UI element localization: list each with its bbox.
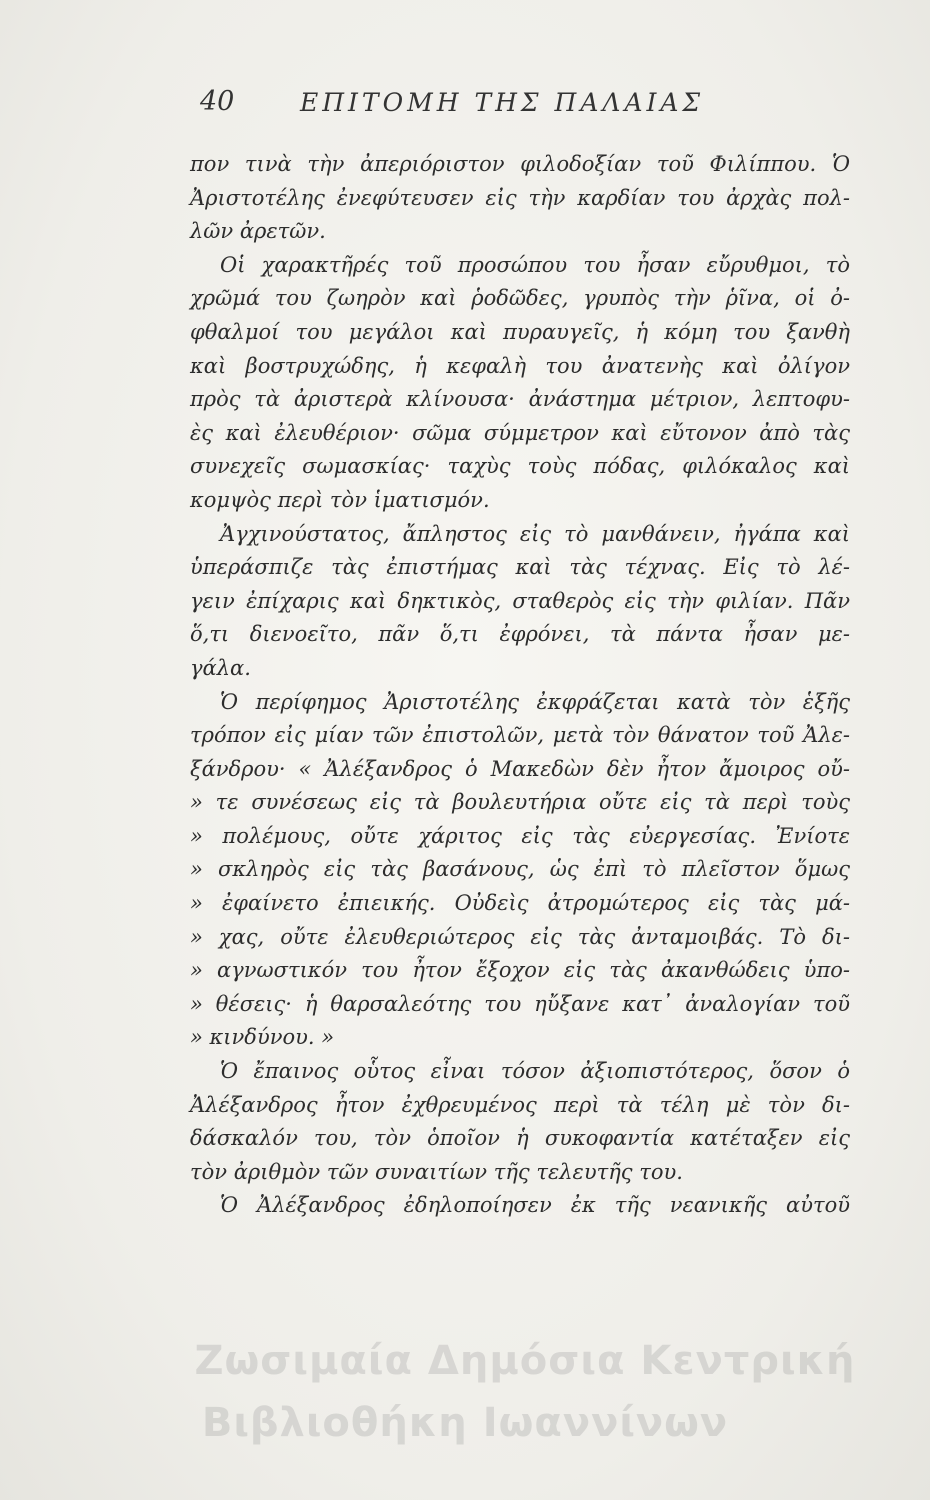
text-line: λῶν ἀρετῶν. [190,219,326,244]
text-line: ὲς καὶ ἐλευθέριον· σῶμα σύμμετρον καὶ εὔτονον ἀπὸ τὰς [190,420,850,445]
text-line: Ἀγχινούστατος, ἄπληστος εἰς τὸ μανθάνειν, ἠγάπα καὶ [220,521,850,546]
text-line: Ὁ ἔπαινος οὗτος εἶναι τόσον ἀξιοπιστότερος, ὅσον ὁ [220,1059,850,1084]
text-line: χρῶμά του ζωηρὸν καὶ ῥοδῶδες, γρυπὸς τὴν ῥῖνα, οἱ ὀ- [190,286,850,311]
text-line: ὑπεράσπιζε τὰς ἐπιστήμας καὶ τὰς τέχνας. Εἰς τὸ λέ- [190,555,850,580]
page-number: 40 [200,86,235,117]
text-line: φθαλμοί του μεγάλοι καὶ πυραυγεῖς, ἡ κόμη του ξανθὴ [190,319,850,344]
quote-line: » αγνωστικόν του ἦτον ἔξοχον εἰς τὰς ἀκανθώδεις ὑπο- [190,958,850,983]
text-line: Ὁ περίφημος Ἀριστοτέλης ἐκφράζεται κατὰ τὸν ἑξῆς [220,689,850,714]
text-line: ξάνδρου· « Ἀλέξανδρος ὁ Μακεδὼν δὲν ἦτον ἄμοιρος οὔ- [190,756,850,781]
quote-line: » χας, οὔτε ἐλευθεριώτερος εἰς τὰς ἀνταμοιβάς. Τὸ δι- [190,924,850,949]
text-line: πρὸς τὰ ἀριστερὰ κλίνουσα· ἀνάστημα μέτριον, λεπτοφυ- [190,387,850,412]
text-line: καὶ βοστρυχώδης, ἡ κεφαλὴ του ἀνατενὴς καὶ ὀλίγον [190,353,850,378]
text-line: ὅ,τι διενοεῖτο, πᾶν ὅ,τι ἐφρόνει, τὰ πάντα ἦσαν με- [190,622,850,647]
quote-line: » σκληρὸς εἰς τὰς βασάνους, ὡς ἐπὶ τὸ πλεῖστον ὅμως [190,857,850,882]
text-line: Οἱ χαρακτῆρές τοῦ προσώπου του ἦσαν εὔρυθμοι, τὸ [220,252,850,277]
body-text [190,148,850,1223]
text-line: γάλα. [190,655,251,680]
quote-line: » τε συνέσεως εἰς τὰ βουλευτήρια οὔτε εἰς τὰ περὶ τοὺς [190,790,850,815]
quote-line: » θέσεις· ἡ θαρσαλεότης του ηὔξανε κατ᾽ ἀναλογίαν τοῦ [190,991,850,1016]
text-line: κομψὸς περὶ τὸν ἱματισμόν. [190,487,490,512]
text-line: τρόπον εἰς μίαν τῶν ἐπιστολῶν, μετὰ τὸν θάνατον τοῦ Ἀλε- [190,723,850,748]
library-watermark: Βιβλιοθήκη Ιωαννίνων [201,1400,729,1446]
text-line: τὸν ἀριθμὸν τῶν συναιτίων τῆς τελευτῆς του. [190,1159,683,1184]
library-watermark: Ζωσιμαία Δημόσια Κεντρική [194,1338,856,1384]
page-header [200,86,760,126]
text-line: Ἀλέξανδρος ἦτον ἐχθρευμένος περὶ τὰ τέλη μὲ τὸν δι- [190,1092,850,1117]
quote-line: » κινδύνου. » [190,1025,335,1050]
text-line: γειν ἐπίχαρις καὶ δηκτικὸς, σταθερὸς εἰς τὴν φιλίαν. Πᾶν [190,588,850,613]
quote-line: » ἐφαίνετο ἐπιεικής. Οὐδεὶς ἀτρομώτερος εἰς τὰς μά- [190,891,850,916]
text-line: δάσκαλόν του, τὸν ὁποῖον ἡ συκοφαντία κατέταξεν εἰς [190,1126,850,1151]
text-line: συνεχεῖς σωμασκίας· ταχὺς τοὺς πόδας, φιλόκαλος καὶ [190,454,850,479]
text-line: πον τινὰ τὴν ἀπεριόριστον φιλοδοξίαν τοῦ Φιλίππου. Ὁ [190,152,850,176]
text-line: Ὁ Ἀλέξανδρος ἐδηλοποίησεν ἐκ τῆς νεανικῆς αὐτοῦ [220,1193,850,1218]
text-line: Ἀριστοτέλης ἐνεφύτευσεν εἰς τὴν καρδίαν του ἀρχὰς πολ- [190,185,850,210]
quote-line: » πολέμους, οὔτε χάριτος εἰς τὰς εὐεργεσίας. Ἐνίοτε [190,823,850,848]
running-title: ΕΠΙΤΟΜΗ ΤΗΣ ΠΑΛΑΙΑΣ [300,88,705,117]
